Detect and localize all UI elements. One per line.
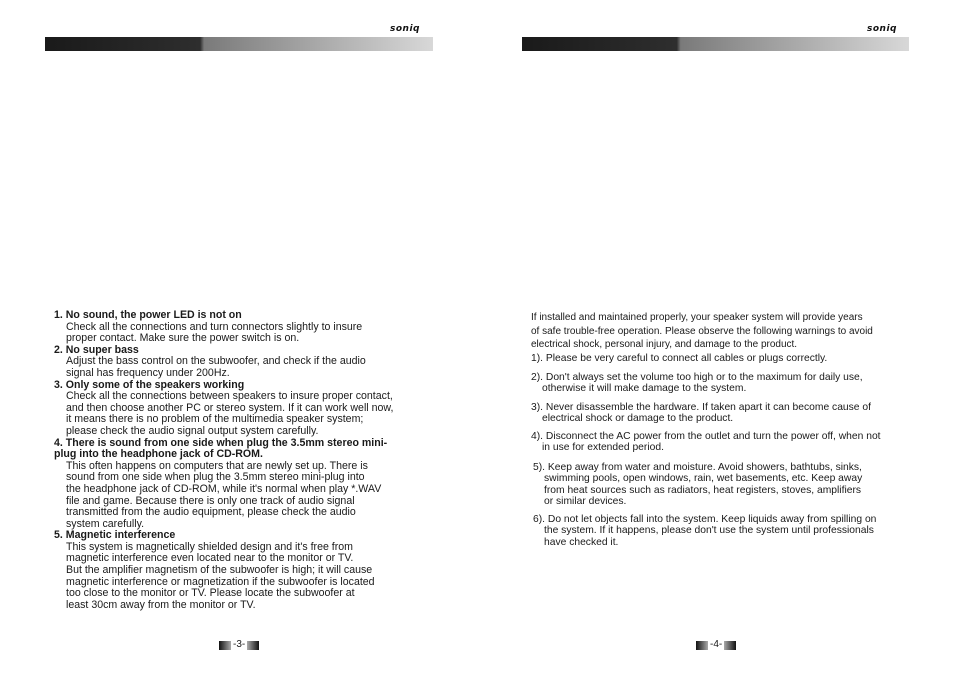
trouble-item-line: This often happens on computers that are newly set up. There is	[66, 459, 368, 472]
safety-intro-line: If installed and maintained properly, your speaker system will provide years	[531, 312, 863, 323]
trouble-item-title: 3. Only some of the speakers working	[54, 378, 245, 391]
safety-intro-line: electrical shock, personal injury, and damage to the product.	[531, 339, 798, 350]
warning-line: swimming pools, open windows, rain, wet basements, etc. Keep away	[544, 473, 863, 485]
header-bar	[522, 37, 909, 59]
trouble-item-line: least 30cm away from the monitor or TV.	[66, 598, 256, 611]
page-number	[219, 640, 259, 650]
trouble-item-4	[54, 438, 434, 531]
trouble-item-line: But the amplifier magnetism of the subwoofer is high; it will cause	[66, 564, 373, 577]
trouble-item-1	[54, 310, 434, 345]
trouble-item-line: and then choose another PC or stereo system. If it can work well now,	[66, 401, 394, 414]
trouble-item-line: sound from one side when plug the 3.5mm stereo mini-plug into	[66, 471, 365, 484]
trouble-item-3	[54, 380, 434, 438]
warning-line: 1). Please be very careful to connect all cables or plugs correctly.	[531, 353, 828, 364]
trouble-item-line: system carefully.	[66, 517, 145, 530]
warning-line: electrical shock or damage to the product.	[542, 413, 734, 425]
warning-line: otherwise it will make damage to the system.	[542, 383, 747, 395]
warning-line: 2). Don't always set the volume too high or to the maximum for daily use,	[531, 372, 863, 383]
warning-3	[531, 402, 871, 425]
trouble-item-line: transmitted from the audio equipment, please check the audio	[66, 506, 356, 519]
warning-6	[533, 514, 876, 548]
troubleshooting-list	[54, 310, 434, 611]
brand-logo: soniq	[390, 24, 420, 34]
trouble-item-line: too close to the monitor or TV. Please locate the subwoofer at	[66, 587, 355, 600]
trouble-item-5	[54, 530, 434, 611]
trouble-item-title: 4. There is sound from one side when plug the 3.5mm stereo mini-	[54, 436, 388, 449]
warning-1	[531, 353, 827, 364]
safety-intro-line: of safe trouble-free operation. Please observe the following warnings to avoid	[531, 325, 873, 337]
trouble-item-line: please check the audio signal output system carefully.	[66, 424, 319, 437]
warning-line: 6). Do not let objects fall into the system. Keep liquids away from spilling on	[533, 514, 877, 525]
header-bar	[45, 37, 433, 59]
trouble-item-line: proper contact. Make sure the power switch is on.	[66, 332, 300, 345]
warning-2	[531, 372, 863, 395]
trouble-item-line: file and game. Because there is only one track of audio signal	[66, 494, 355, 507]
trouble-item-line: Check all the connections between speakers to insure proper contact,	[66, 390, 393, 403]
warning-line: or similar devices.	[544, 495, 627, 507]
trouble-item-line: it means there is no problem of the multimedia speaker system;	[66, 413, 364, 426]
trouble-item-line: magnetic interference even located near to the monitor or TV.	[66, 552, 354, 565]
page-number-right-mark	[724, 641, 736, 650]
page-number-left-mark	[219, 641, 231, 650]
page-number-text: -3-	[233, 639, 246, 650]
page-number-right-mark	[247, 641, 259, 650]
trouble-item-title: 1. No sound, the power LED is not on	[54, 309, 242, 321]
page-number-left-mark	[696, 641, 708, 650]
trouble-item-line: Check all the connections and turn connectors slightly to insure	[66, 320, 363, 333]
trouble-item-line: Adjust the bass control on the subwoofer, and check if the audio	[66, 355, 366, 368]
warning-5	[533, 462, 862, 507]
safety-intro	[531, 311, 901, 352]
warning-line: have checked it.	[544, 536, 619, 548]
warning-line: from heat sources such as radiators, heat registers, stoves, amplifiers	[544, 484, 862, 496]
brand-logo: soniq	[867, 24, 897, 34]
trouble-item-line: the headphone jack of CD-ROM, while it's normal when play *.WAV	[66, 482, 382, 495]
page-number	[696, 640, 736, 650]
trouble-item-2	[54, 345, 434, 380]
trouble-item-title: 5. Magnetic interference	[54, 529, 176, 542]
trouble-item-line: This system is magnetically shielded design and it's free from	[66, 540, 353, 553]
trouble-item-line: signal has frequency under 200Hz.	[66, 366, 230, 379]
warning-line: 5). Keep away from water and moisture. Avoid showers, bathtubs, sinks,	[533, 462, 862, 473]
trouble-item-title: 2. No super bass	[54, 343, 139, 356]
warning-line: in use for extended period.	[542, 442, 664, 454]
trouble-item-line: magnetic interference or magnetization if the subwoofer is located	[66, 575, 375, 588]
right-page	[477, 0, 954, 677]
warning-line: 4). Disconnect the AC power from the outlet and turn the power off, when not	[531, 431, 881, 442]
trouble-item-title-cont: plug into the headphone jack of CD-ROM.	[54, 448, 263, 461]
warning-line: 3). Never disassemble the hardware. If taken apart it can become cause of	[531, 402, 871, 413]
page-number-text: -4-	[710, 639, 723, 650]
warning-line: the system. If it happens, please don't use the system until professionals	[544, 525, 874, 537]
warning-4	[531, 431, 881, 454]
